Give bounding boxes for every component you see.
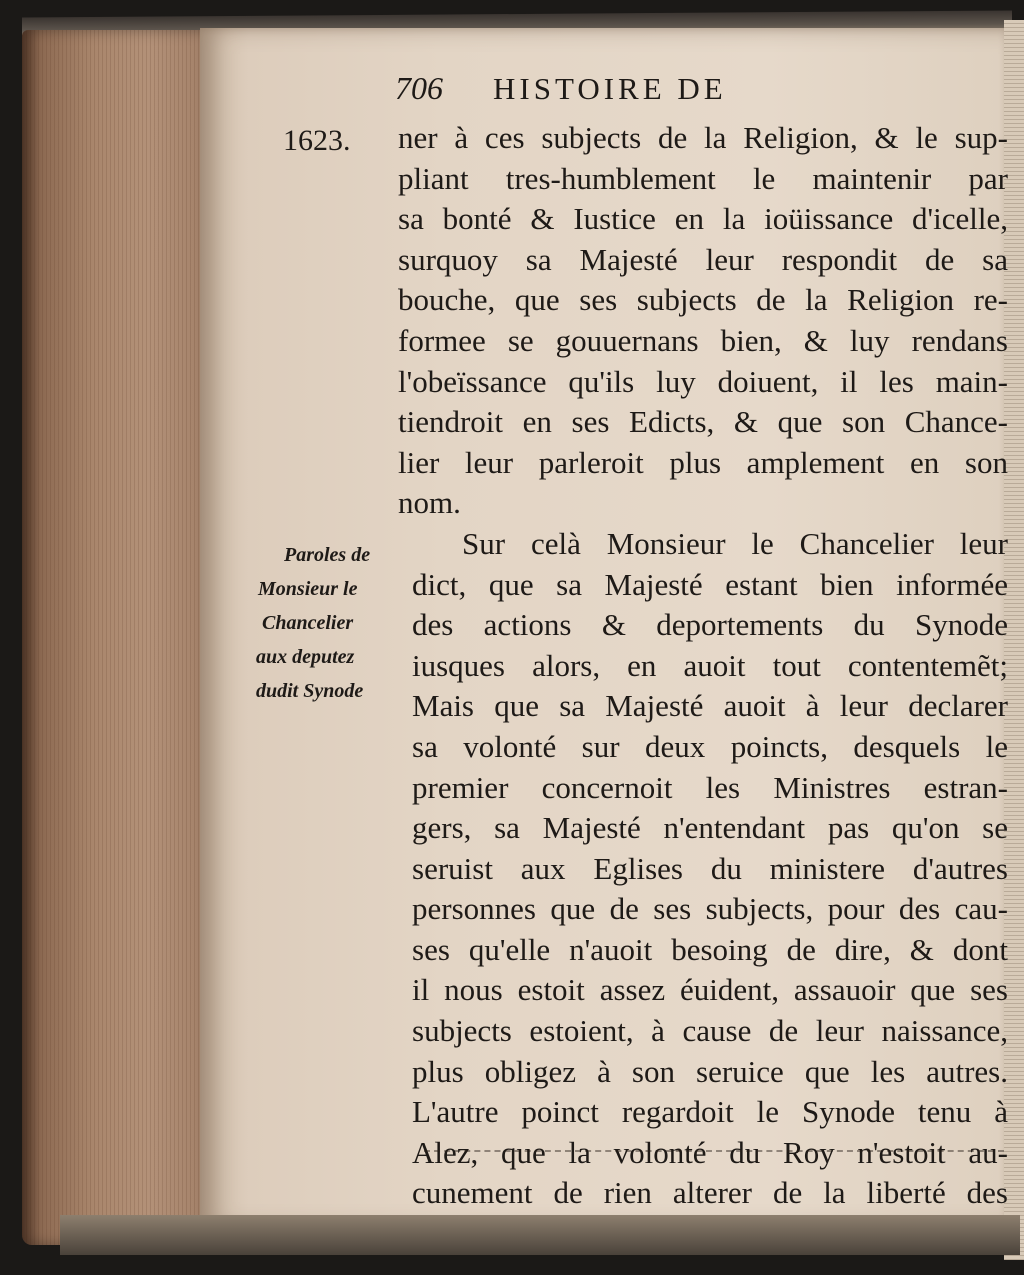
margin-note-line: dudit Synode bbox=[256, 680, 364, 702]
text-line: plus obligez à son seruice que les autres. bbox=[412, 1053, 1008, 1089]
text-line: Mais que sa Majesté auoit à leur declarer bbox=[412, 688, 1008, 724]
marginal-year: 1623. bbox=[283, 124, 351, 157]
text-line: Alez, que la volonté du Roy n'estoit au- bbox=[412, 1134, 1008, 1170]
margin-note-line: Monsieur le bbox=[258, 578, 358, 600]
text-line: il nous estoit assez éuident, assauoir que ses bbox=[412, 972, 1008, 1008]
text-line: cunement de rien alterer de la liberté des bbox=[412, 1175, 1008, 1211]
text-line: formee se gouuernans bien, & luy rendans bbox=[398, 322, 1008, 358]
page-bottom-rule bbox=[424, 1150, 1004, 1152]
text-line: iusques alors, en auoit tout contentemẽt; bbox=[412, 647, 1008, 683]
text-line: lier leur parleroit plus amplement en son bbox=[398, 444, 1008, 480]
text-line: L'autre poinct regardoit le Synode tenu à bbox=[412, 1094, 1008, 1130]
text-line: premier concernoit les Ministres estran- bbox=[412, 769, 1008, 805]
text-line: des actions & deportements du Synode bbox=[412, 607, 1008, 643]
text-line: sa bonté & Iustice en la ioüissance d'icelle, bbox=[398, 201, 1008, 237]
book-bottom-edge bbox=[60, 1215, 1020, 1255]
text-line: ses qu'elle n'auoit besoing de dire, & dont bbox=[412, 931, 1008, 967]
margin-note-line: Chancelier bbox=[262, 612, 354, 634]
text-line: nom. bbox=[398, 485, 461, 521]
page-number: 706 bbox=[395, 70, 443, 106]
text-line: ner à ces subjects de la Religion, & le sup- bbox=[398, 120, 1008, 155]
text-line: gers, sa Majesté n'entendant pas qu'on se bbox=[412, 810, 1008, 846]
text-line: bouche, que ses subjects de la Religion re- bbox=[398, 282, 1008, 318]
text-line: l'obeïssance qu'ils luy doiuent, il les main- bbox=[398, 363, 1008, 399]
text-line: surquoy sa Majesté leur respondit de sa bbox=[398, 241, 1008, 277]
text-line: seruist aux Eglises du ministere d'autres bbox=[412, 850, 1008, 886]
margin-note bbox=[256, 538, 406, 708]
text-line: Sur celà Monsieur le Chancelier leur bbox=[462, 525, 1008, 561]
book-fore-edge bbox=[22, 30, 202, 1245]
running-head bbox=[395, 70, 935, 112]
body-text bbox=[398, 118, 1008, 1214]
text-line: sa volonté sur deux poincts, desquels le bbox=[412, 728, 1008, 764]
text-line: pliant tres-humblement le maintenir par bbox=[398, 160, 1008, 196]
margin-note-line: aux deputez bbox=[256, 646, 355, 668]
text-line: tiendroit en ses Edicts, & que son Chance- bbox=[398, 404, 1008, 440]
running-title: HISTOIRE DE bbox=[493, 71, 727, 106]
text-line: personnes que de ses subjects, pour des cau- bbox=[412, 891, 1008, 927]
text-line: subjects estoient, à cause de leur naissance, bbox=[412, 1013, 1008, 1049]
text-line: dict, que sa Majesté estant bien informée bbox=[412, 566, 1008, 602]
margin-note-line: Paroles de bbox=[284, 544, 371, 566]
